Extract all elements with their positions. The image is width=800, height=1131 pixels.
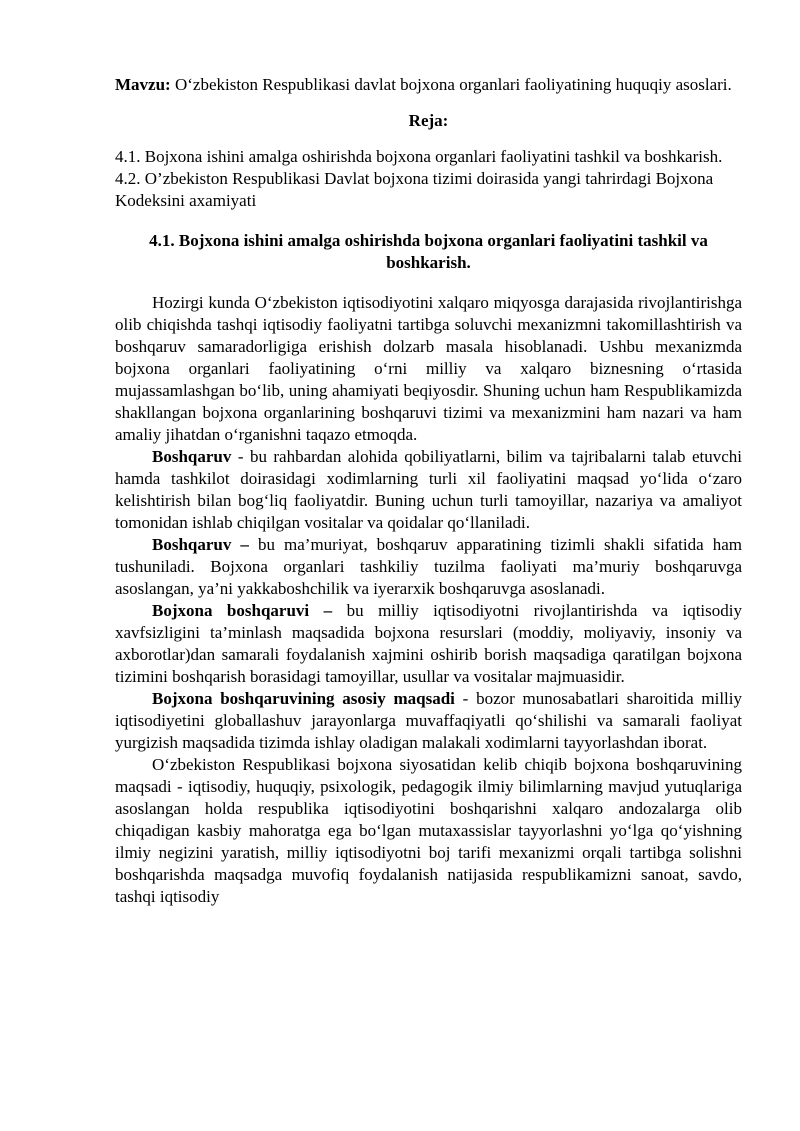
paragraph-5 bbox=[115, 688, 742, 754]
paragraph-term: Bojxona boshqaruvining asosiy maqsadi bbox=[152, 689, 455, 708]
paragraph-term: Boshqaruv – bbox=[152, 535, 249, 554]
paragraph-1 bbox=[115, 292, 742, 446]
paragraph-text: bu ma’muriyat, boshqaruv apparatining tizimli shakli sifatida ham tushuniladi. Bojxona organlari tashkiliy tuzilma faoliyati ma’muriy boshqaruvga asoslangan, ya’ni yakkaboshchilik va iyerarxik boshqaruvga asoslanadi. bbox=[115, 535, 742, 598]
paragraph-2 bbox=[115, 446, 742, 534]
paragraph-term: Bojxona boshqaruvi – bbox=[152, 601, 333, 620]
paragraph-text: O‘zbekiston Respublikasi bojxona siyosatidan kelib chiqib bojxona boshqaruvining maqsadi - iqtisodiy, huquqiy, psixologik, pedagogik ilmiy bilimlarning mavjud yutuqlariga asoslangan holda respublika iqtisodiyotini boshqarishni xalqaro andozalarga olib chiqadigan kasbiy mahoratga ega bo‘lgan mutaxassislar tayyorlashni yo‘lga qo‘yishning ilmiy negizini yaratish, milliy iqtisodiyotni boj tarifi mexanizmi orqali tartibga solishni boshqarishda maqsadga muvofiq foydalanish natijasida respublikamizni sanoat, savdo, tashqi iqtisodiy bbox=[115, 755, 742, 906]
plan-item-2: 4.2. O’zbekiston Respublikasi Davlat bojxona tizimi doirasida yangi tahrirdagi Bojxona Kodeksini axamiyati bbox=[115, 169, 714, 210]
topic-text: O‘zbekiston Respublikasi davlat bojxona organlari faoliyatining huquqiy asoslari. bbox=[170, 75, 732, 94]
topic-line bbox=[115, 74, 742, 96]
paragraph-text: Hozirgi kunda O‘zbekiston iqtisodiyotini xalqaro miqyosga darajasida rivojlantirishga olib chiqishda tashqi iqtisodiy faoliyatni tartibga soluvchi mexanizmni takomillashtirish va boshqaruv samaradorligiga erishish dolzarb masala hisoblanadi. Ushbu mexanizmda bojxona organlari faoliyatining o‘rni milliy va xalqaro biznesning o‘rtasida mujassamlashgan bo‘lib, uning ahamiyati beqiyosdir. Shuning uchun ham Respublikamizda shakllangan bojxona organlarining boshqaruvi tizimi va mexanizmini ham nazari va ham amaliy jihatdan o‘rganishni taqazo etmoqda. bbox=[115, 293, 742, 444]
paragraph-text: - bu rahbardan alohida qobiliyatlarni, bilim va tajribalarni talab etuvchi hamda tashkilot doirasidagi xodimlarning turli xil faoliyatini maqsad yo‘lida o‘zaro kelishtirish bilan bog‘liq faoliyatdir. Buning uchun turli tamoyillar, nazariya va amaliyot tomonidan ishlab chiqilgan vositalar va qoidalar qo‘llaniladi. bbox=[115, 447, 742, 532]
paragraph-4 bbox=[115, 600, 742, 688]
paragraph-6 bbox=[115, 754, 742, 908]
section-heading: 4.1. Bojxona ishini amalga oshirishda bojxona organlari faoliyatini tashkil va boshkarish. bbox=[149, 231, 708, 272]
paragraph-text: - bozor munosabatlari sharoitida milliy iqtisodiyetini globallashuv jarayonlarga muvaffaqiyatli qo‘shilishi va samarali faoliyat yurgizish maqsadida tizimda ishlay oladigan malakali xodimlarni tayyorlashdan iborat. bbox=[115, 689, 743, 752]
plan-title: Reja: bbox=[408, 111, 449, 130]
plan-item-1: 4.1. Bojxona ishini amalga oshirishda bojxona organlari faoliyatini tashkil va boshkarish. bbox=[115, 147, 723, 166]
paragraph-3 bbox=[115, 534, 742, 600]
paragraph-term: Boshqaruv bbox=[152, 447, 232, 466]
topic-label: Mavzu: bbox=[115, 75, 171, 94]
paragraph-text: bu milliy iqtisodiyotni rivojlantirishda va iqtisodiy xavfsizligini ta’minlash maqsadida bojxona resurslari (moddiy, moliyaviy, insoniy va axborotlar)dan samarali foydalanish xajmini oshirib borish maqsadiga qaratilgan bojxona tizimini boshqarish borasidagi tamoyillar, usullar va vositalar majmuasidir. bbox=[115, 601, 742, 686]
